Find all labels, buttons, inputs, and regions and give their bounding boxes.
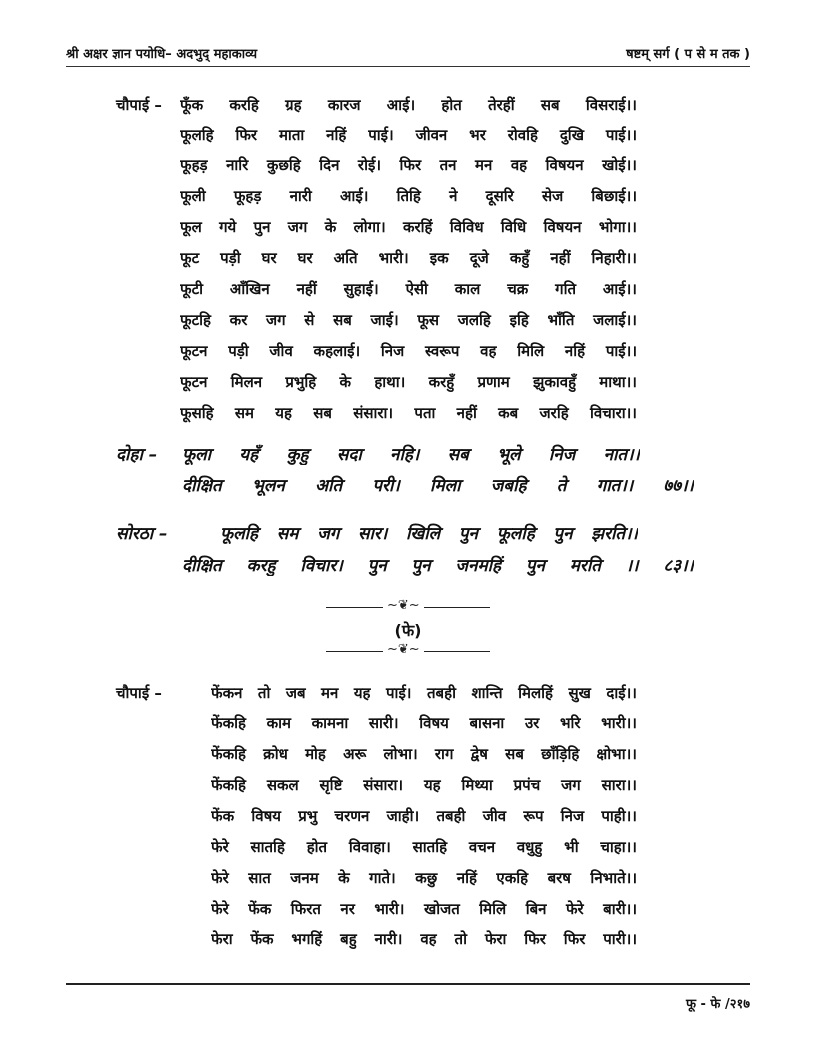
verse-line: फेंकहि क्रोध मोह अरू लोभा। राग द्वेष सब छाँड़िहि क्षोभा।। xyxy=(211,745,637,763)
verse-line: फूली फूहड़ नारी आई। तिहि ने दूसरि सेज बिछाई।। xyxy=(180,187,637,205)
section-heading-fe: (फे) xyxy=(394,621,422,640)
soratha-line: फूलहि सम जग सार। खिलि पुन फूलहि पुन झरति।। xyxy=(220,524,638,544)
soratha-line: दीक्षित करहु विचार। पुन पुन जनमहिं पुन मरति ।। ८३।। xyxy=(182,556,694,576)
verse-line: फूसहि सम यह सब संसारा। पता नहीं कब जरहि विचारा।। xyxy=(180,404,637,422)
doha-line: दीक्षित भूलन अति परी। मिला जबहि ते गात।। ७७।। xyxy=(182,476,694,496)
chaupai-label: चौपाई – xyxy=(116,96,162,114)
flourish-ornament-bottom: ~❦~ xyxy=(383,643,424,656)
verse-line: फूलहि फिर माता नहिं पाई। जीवन भर रोवहि दुखि पाई।। xyxy=(180,126,637,144)
soratha-label: सोरठा – xyxy=(116,524,168,544)
verse-line: फेंक विषय प्रभु चरणन जाही। तबही जीव रूप निज पाही।। xyxy=(211,807,637,825)
verse-line: फेरे सातहि होत विवाहा। सातहि वचन वधुहु भी चाहा।। xyxy=(211,838,637,856)
footer-rule xyxy=(66,983,750,985)
page-number: फू - फे /२१७ xyxy=(685,997,750,1012)
verse-line: फेरे सात जनम के गाते। कछु नहिं एकहि बरष निभाते।। xyxy=(211,869,637,887)
chaupai-label: चौपाई – xyxy=(116,684,162,702)
verse-line: फूल गये पुन जग के लोगा। करहिं विविध विधि विषयन भोगा।। xyxy=(180,218,637,236)
running-header-section: षष्टम् सर्ग ( प से म तक ) xyxy=(626,47,750,62)
verse-line: फूटी आँखिन नहीं सुहाई। ऐसी काल चक्र गति आई।। xyxy=(180,280,637,298)
flourish-ornament-top: ~❦~ xyxy=(383,599,424,612)
verse-line: फूटन पड़ी जीव कहलाई। निज स्वरूप वह मिलि नहिं पाई।। xyxy=(180,342,637,360)
verse-line: फेरे फेंक फिरत नर भारी। खोजत मिलि बिन फेरे बारी।। xyxy=(211,900,637,918)
verse-line: फेंकहि सकल सृष्टि संसारा। यह मिथ्या प्रपंच जग सारा।। xyxy=(211,776,637,794)
verse-line: फेरा फेंक भगहिं बहु नारी। वह तो फेरा फिर फिर पारी।। xyxy=(211,930,637,948)
header-rule xyxy=(66,66,750,67)
running-header-title: श्री अक्षर ज्ञान पयोधि– अदभुद् महाकाव्य xyxy=(66,47,258,62)
verse-line: फूटन मिलन प्रभुहि के हाथा। करहुँ प्रणाम झुकावहुँ माथा।। xyxy=(180,373,637,391)
verse-line: फेंकन तो जब मन यह पाई। तबही शान्ति मिलहिं सुख दाई।। xyxy=(211,684,637,702)
verse-line: फूट पड़ी घर घर अति भारी। इक दूजे कहुँ नहीं निहारी।। xyxy=(180,249,637,267)
doha-line: फूला यहँ कुहु सदा नहि। सब भूले निज नात।। xyxy=(182,445,640,465)
verse-line: फूटहि कर जग से सब जाई। फूस जलहि इहि भाँति जलाई।। xyxy=(180,311,637,329)
verse-line: फूहड़ नारि कुछहि दिन रोई। फिर तन मन वह विषयन खोई।। xyxy=(180,156,637,174)
doha-label: दोहा – xyxy=(116,445,158,465)
verse-line: फेंकहि काम कामना सारी। विषय बासना उर भरि भारी।। xyxy=(211,714,637,732)
verse-line: फूँक करहि ग्रह कारज आई। होत तेरहीं सब विसराई।। xyxy=(180,96,637,114)
